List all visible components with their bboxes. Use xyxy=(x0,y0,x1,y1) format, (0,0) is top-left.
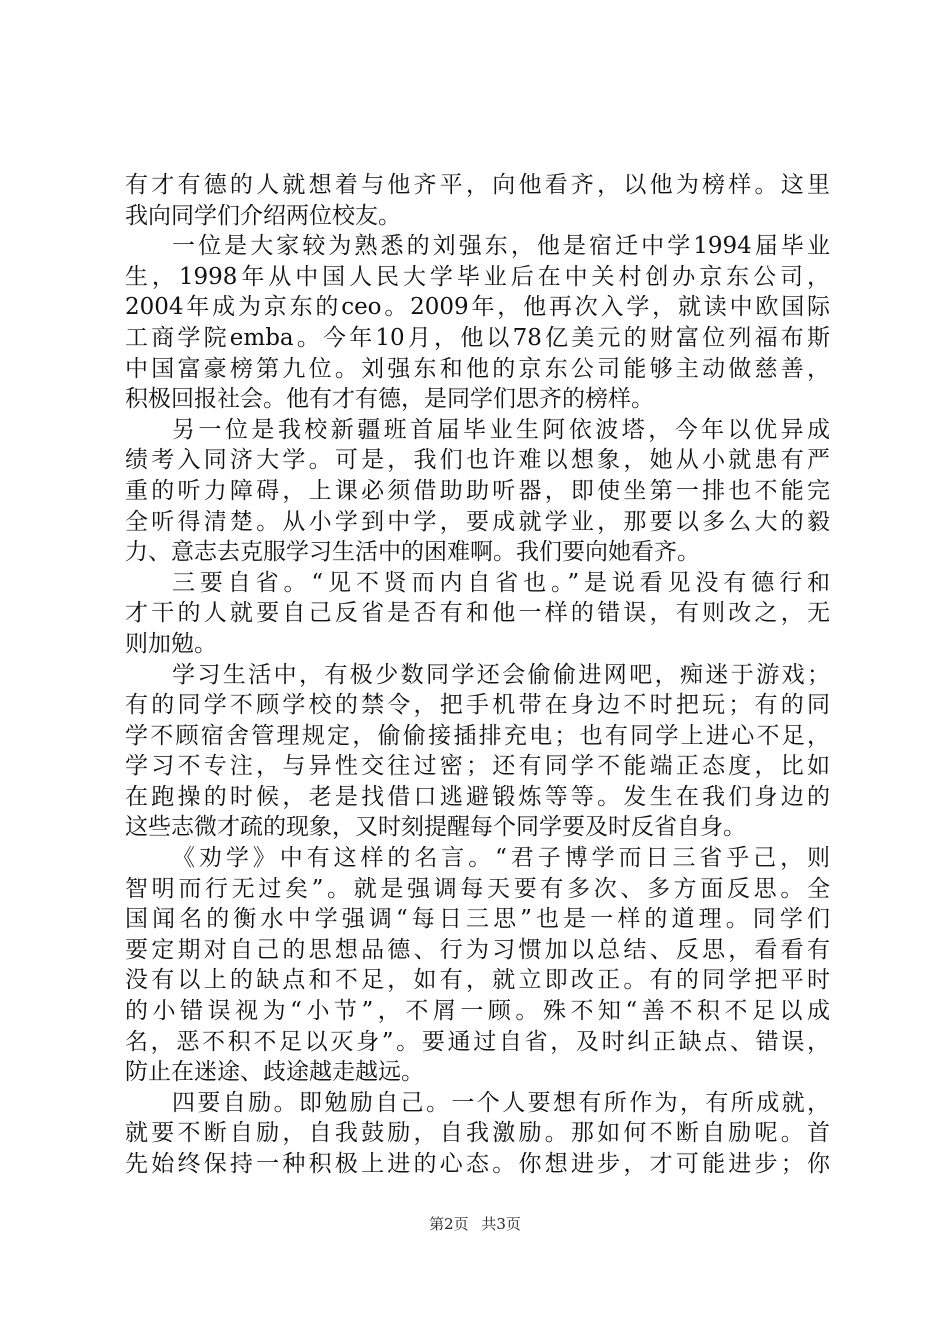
text-line: 学不顾宿舍管理规定，偷偷接插排充电；也有同学上进心不足， xyxy=(125,722,830,749)
text-line: 积极回报社会。他有才有德，是同学们思齐的榜样。 xyxy=(125,386,654,413)
text-line: 智明而行无过矣”。就是强调每天要有多次、多方面反思。全 xyxy=(125,875,830,902)
text-line: 绩考入同济大学。可是，我们也许难以想象，她从小就患有严 xyxy=(125,447,830,474)
text-line: 的小错误视为“小节”，不屑一顾。殊不知“善不积不足以成 xyxy=(125,998,830,1025)
text-line: 有才有德的人就想着与他齐平，向他看齐，以他为榜样。这里 xyxy=(125,172,830,198)
text-line: 有的同学不顾学校的禁令，把手机带在身边不时把玩；有的同 xyxy=(125,692,830,719)
text-line: 名，恶不积不足以灭身”。要通过自省，及时纠正缺点、错误， xyxy=(125,1028,830,1055)
page-total: 共3页 xyxy=(481,1215,521,1233)
text-line: 则加勉。 xyxy=(125,630,217,657)
document-body xyxy=(125,170,830,1180)
text-line: 学习生活中，有极少数同学还会偷偷进网吧，痴迷于游戏； xyxy=(172,661,830,688)
text-line: 另一位是我校新疆班首届毕业生阿依波塔，今年以优异成 xyxy=(172,416,830,443)
text-line: 要定期对自己的思想品德、行为习惯加以总结、反思，看看有 xyxy=(125,936,830,963)
text-line: 中国富豪榜第九位。刘强东和他的京东公司能够主动做慈善， xyxy=(125,355,830,382)
text-line: 生，1998年从中国人民大学毕业后在中关村创办京东公司， xyxy=(125,263,830,290)
text-line: 三要自省。“见不贤而内自省也。”是说看见没有德行和 xyxy=(172,569,830,596)
text-line: 先始终保持一种积极上进的心态。你想进步，才可能进步；你 xyxy=(125,1151,830,1177)
text-line: 《劝学》中有这样的名言。“君子博学而日三省乎己，则 xyxy=(172,845,830,872)
text-line: 一位是大家较为熟悉的刘强东，他是宿迁中学1994届毕业 xyxy=(172,233,830,260)
page-footer xyxy=(0,1213,950,1234)
text-line: 全听得清楚。从小学到中学，要成就学业，那要以多么大的毅 xyxy=(125,508,830,535)
text-line: 工商学院emba。今年10月，他以78亿美元的财富位列福布斯 xyxy=(125,324,830,351)
text-line: 这些志微才疏的现象，又时刻提醒每个同学要及时反省自身。 xyxy=(125,814,746,841)
text-line: 四要自励。即勉励自己。一个人要想有所作为，有所成就， xyxy=(172,1089,830,1116)
text-line: 国闻名的衡水中学强调“每日三思”也是一样的道理。同学们 xyxy=(125,906,830,933)
text-line: 2004年成为京东的ceo。2009年，他再次入学，就读中欧国际 xyxy=(125,294,830,321)
text-line: 防止在迷途、歧途越走越远。 xyxy=(125,1059,424,1086)
text-line: 没有以上的缺点和不足，如有，就立即改正。有的同学把平时 xyxy=(125,967,830,994)
page-number: 第2页 xyxy=(429,1215,469,1233)
text-line: 才干的人就要自己反省是否有和他一样的错误，有则改之，无 xyxy=(125,600,830,627)
text-line: 学习不专注，与异性交往过密；还有同学不能端正态度，比如 xyxy=(125,753,830,780)
text-line: 重的听力障碍，上课必须借助助听器，即使坐第一排也不能完 xyxy=(125,477,830,504)
text-line: 我向同学们介绍两位校友。 xyxy=(125,202,401,229)
text-line: 力、意志去克服学习生活中的困难啊。我们要向她看齐。 xyxy=(125,539,700,566)
text-line: 就要不断自励，自我鼓励，自我激励。那如何不断自励呢。首 xyxy=(125,1120,830,1147)
text-line: 在跑操的时候，老是找借口逃避锻炼等等。发生在我们身边的 xyxy=(125,783,830,810)
